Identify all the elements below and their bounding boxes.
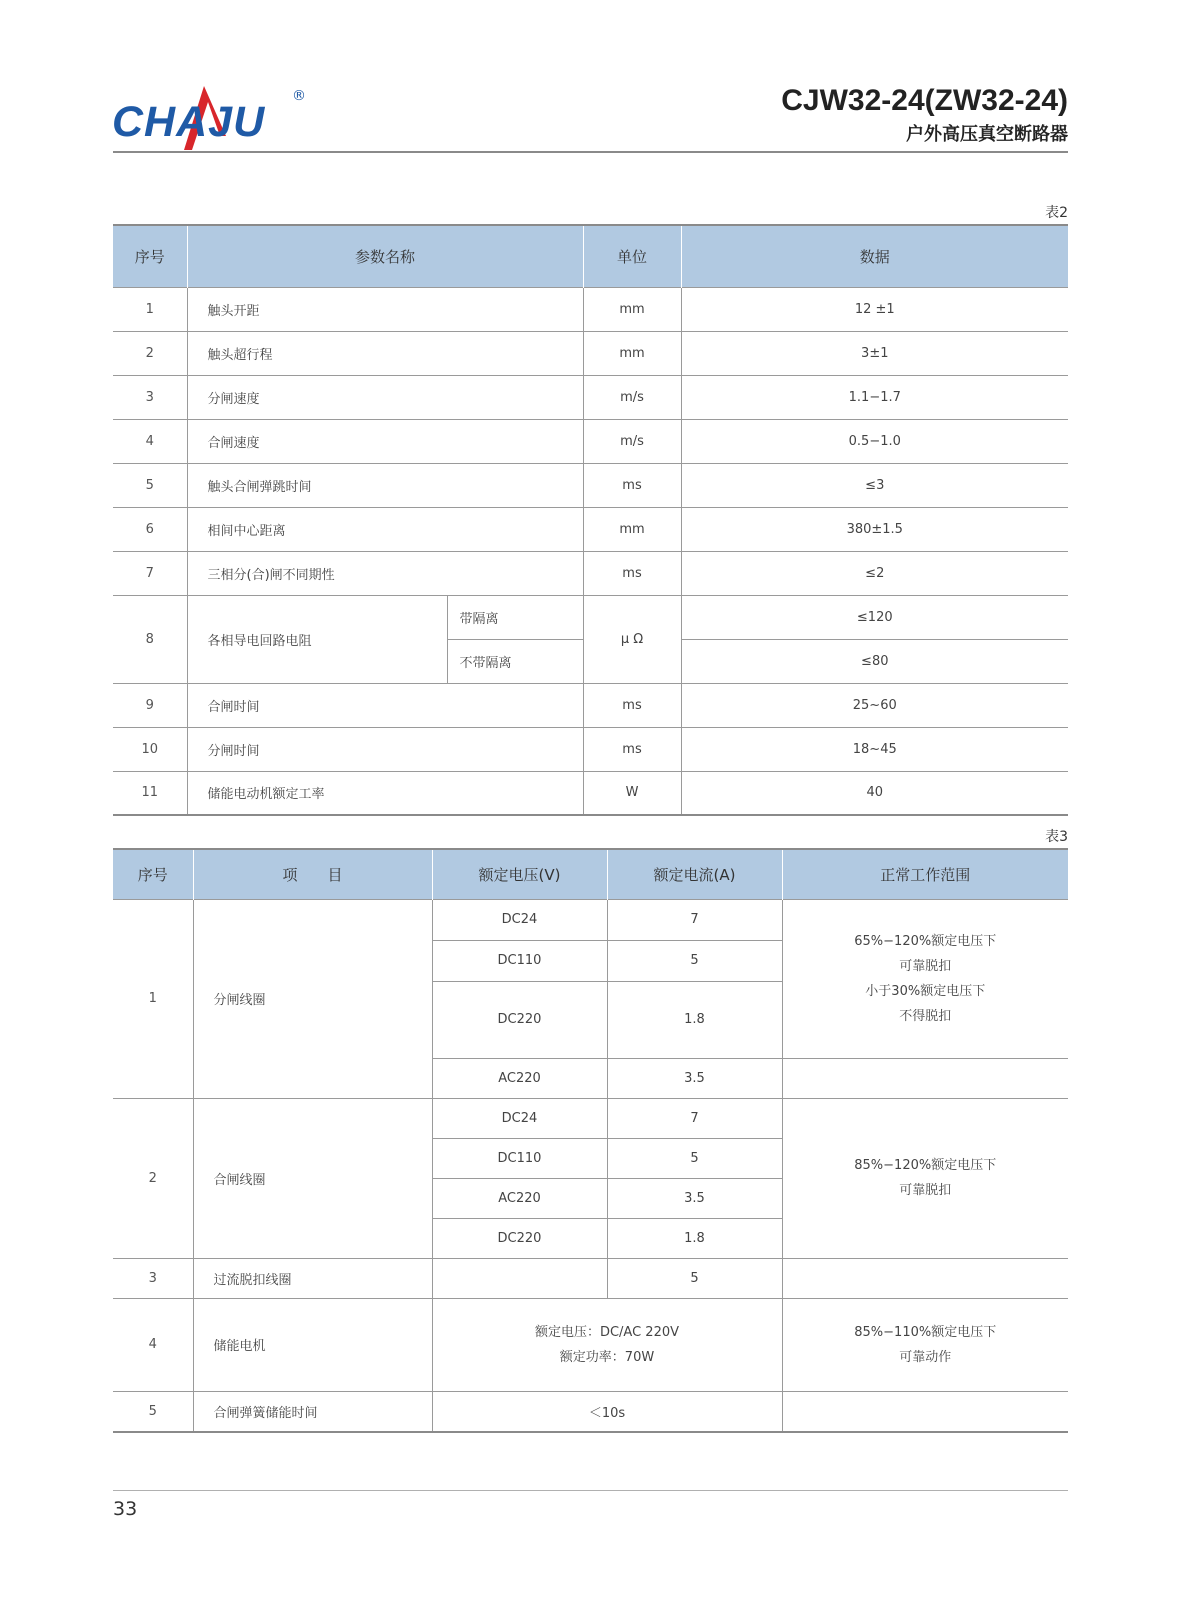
param-unit: ms: [583, 727, 681, 771]
item-name: 合闸弹簧储能时间: [193, 1391, 432, 1432]
table3-header-row: [113, 849, 1068, 899]
range-line: 小于30%额定电压下: [865, 983, 986, 999]
table-row: [113, 507, 1068, 551]
table3-label: 表3: [1045, 829, 1068, 845]
table3-coils: [113, 848, 1068, 1433]
param-value: 0.5−1.0: [681, 419, 1068, 463]
row-number: 5: [113, 463, 187, 507]
row-number: 1: [113, 287, 187, 331]
item-name: 过流脱扣线圈: [193, 1258, 432, 1298]
param-name: 各相导电回路电阻: [187, 595, 447, 683]
header-cell: 额定电流(A): [607, 849, 782, 899]
param-name: 储能电动机额定工率: [187, 771, 583, 815]
param-value: ≤80: [681, 639, 1068, 683]
row-number: 9: [113, 683, 187, 727]
param-value: 18~45: [681, 727, 1068, 771]
table-row: [113, 1098, 1068, 1138]
product-name: 户外高压真空断路器: [906, 124, 1068, 145]
param-name: 合闸时间: [187, 683, 583, 727]
param-unit: ms: [583, 463, 681, 507]
header-cell: 序号: [113, 225, 187, 287]
table-row: [113, 727, 1068, 771]
table-row: [113, 595, 1068, 639]
param-name: 合闸速度: [187, 419, 583, 463]
param-value: 380±1.5: [681, 507, 1068, 551]
brand-logo: [112, 84, 312, 156]
table-row: [113, 1298, 1068, 1391]
charging-time: ＜10s: [432, 1391, 782, 1432]
table-row: [113, 463, 1068, 507]
rated-current: 7: [607, 899, 782, 940]
working-range-empty: [782, 1058, 1068, 1098]
param-name: 分闸速度: [187, 375, 583, 419]
param-unit: m/s: [583, 375, 681, 419]
range-line: 65%−120%额定电压下: [854, 933, 997, 949]
range-line: 85%−110%额定电压下: [854, 1324, 997, 1340]
row-number: 5: [113, 1391, 193, 1432]
param-value: 12 ±1: [681, 287, 1068, 331]
param-unit: m/s: [583, 419, 681, 463]
row-number: 10: [113, 727, 187, 771]
param-value: 25~60: [681, 683, 1068, 727]
rated-current: 5: [607, 1258, 782, 1298]
rated-current: 3.5: [607, 1178, 782, 1218]
row-number: 6: [113, 507, 187, 551]
item-name: 合闸线圈: [193, 1098, 432, 1258]
row-number: 3: [113, 375, 187, 419]
header-cell: 单位: [583, 225, 681, 287]
table-row: [113, 1258, 1068, 1298]
param-unit: mm: [583, 507, 681, 551]
row-number: 1: [113, 899, 193, 1098]
rated-current: 5: [607, 1138, 782, 1178]
page-number: 33: [113, 1498, 138, 1520]
registered-mark: ®: [292, 88, 306, 104]
param-name: 触头超行程: [187, 331, 583, 375]
param-unit: mm: [583, 331, 681, 375]
table-row: [113, 1391, 1068, 1432]
header-cell: 参数名称: [187, 225, 583, 287]
row-number: 11: [113, 771, 187, 815]
table-row: [113, 771, 1068, 815]
table-row: [113, 899, 1068, 940]
motor-spec: [432, 1298, 782, 1391]
spec-line: 额定电压：DC/AC 220V: [534, 1324, 680, 1340]
table-row: [113, 287, 1068, 331]
brand-wordmark: CHAJU: [112, 98, 266, 146]
range-line: 85%−120%额定电压下: [854, 1158, 997, 1173]
row-number: 2: [113, 331, 187, 375]
param-name: 相间中心距离: [187, 507, 583, 551]
param-value: 1.1−1.7: [681, 375, 1068, 419]
param-unit: μ Ω: [583, 595, 681, 683]
row-number: 4: [113, 419, 187, 463]
param-unit: ms: [583, 683, 681, 727]
header-cell: 数据: [681, 225, 1068, 287]
model-title: CJW32-24(ZW32-24): [781, 84, 1068, 117]
table-row: [113, 375, 1068, 419]
header-cell: 正常工作范围: [782, 849, 1068, 899]
param-subname: 不带隔离: [447, 639, 583, 683]
param-name: 分闸时间: [187, 727, 583, 771]
range-line: 可靠动作: [899, 1349, 952, 1365]
rated-voltage: [432, 1258, 607, 1298]
header-cell: 项 目: [193, 849, 432, 899]
param-subname: 带隔离: [447, 595, 583, 639]
param-unit: W: [583, 771, 681, 815]
rated-voltage: DC24: [432, 899, 607, 940]
param-name: 触头开距: [187, 287, 583, 331]
rated-voltage: DC220: [432, 1218, 607, 1258]
rated-voltage: AC220: [432, 1178, 607, 1218]
param-value: ≤120: [681, 595, 1068, 639]
rated-current: 3.5: [607, 1058, 782, 1098]
param-name: 三相分(合)闸不同期性: [187, 551, 583, 595]
param-value: 40: [681, 771, 1068, 815]
table-row: [113, 551, 1068, 595]
item-name: 分闸线圈: [193, 899, 432, 1098]
rated-voltage: DC110: [432, 1138, 607, 1178]
table-row: [113, 683, 1068, 727]
working-range: [782, 899, 1068, 1058]
working-range: [782, 1258, 1068, 1298]
working-range: [782, 1391, 1068, 1432]
param-value: ≤3: [681, 463, 1068, 507]
table-row: [113, 331, 1068, 375]
rated-voltage: DC110: [432, 940, 607, 981]
rated-current: 1.8: [607, 1218, 782, 1258]
param-value: ≤2: [681, 551, 1068, 595]
param-unit: mm: [583, 287, 681, 331]
param-name: 触头合闸弹跳时间: [187, 463, 583, 507]
range-line: 不得脱扣: [899, 1008, 952, 1024]
working-range: [782, 1098, 1068, 1258]
rated-current: 7: [607, 1098, 782, 1138]
rated-voltage: DC24: [432, 1098, 607, 1138]
rated-voltage: AC220: [432, 1058, 607, 1098]
spec-line: 额定功率：70W: [559, 1349, 655, 1365]
row-number: 8: [113, 595, 187, 683]
header-cell: 额定电压(V): [432, 849, 607, 899]
table-row: [113, 419, 1068, 463]
range-line: 可靠脱扣: [899, 958, 952, 974]
param-unit: ms: [583, 551, 681, 595]
row-number: 4: [113, 1298, 193, 1391]
footer-divider: [113, 1490, 1068, 1491]
range-line: 可靠脱扣: [899, 1183, 952, 1198]
working-range: [782, 1298, 1068, 1391]
row-number: 2: [113, 1098, 193, 1258]
rated-current: 5: [607, 940, 782, 981]
table2-label: 表2: [1045, 205, 1068, 221]
item-name: 储能电机: [193, 1298, 432, 1391]
param-value: 3±1: [681, 331, 1068, 375]
rated-voltage: DC220: [432, 981, 607, 1058]
row-number: 3: [113, 1258, 193, 1298]
rated-current: 1.8: [607, 981, 782, 1058]
header-cell: 序号: [113, 849, 193, 899]
table2-header-row: [113, 225, 1068, 287]
row-number: 7: [113, 551, 187, 595]
header-divider: [113, 151, 1068, 153]
table2-parameters: [113, 224, 1068, 816]
